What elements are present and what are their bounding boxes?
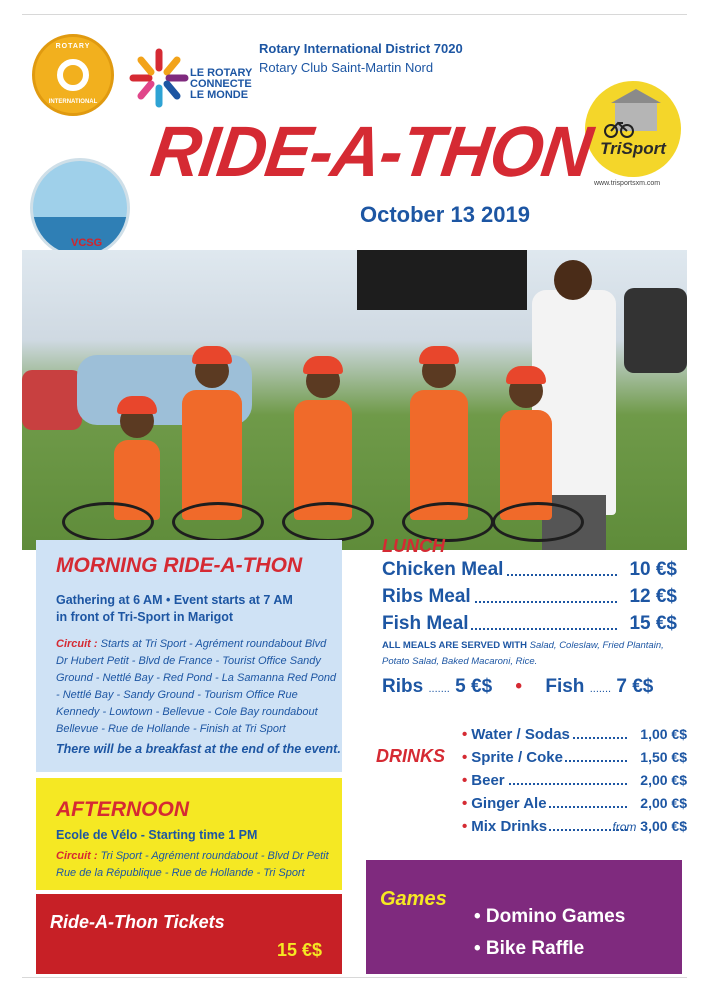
meals-served-text: Salad, Coleslaw, Fried Plantain, Potato Salad, Baked Macaroni, Rice. [382, 640, 664, 667]
rotary-wheel-icon [57, 59, 89, 91]
drinks-title: DRINKS [376, 746, 446, 766]
afternoon-section [36, 778, 342, 890]
afternoon-subtitle: Ecole de Vélo - Starting time 1 PM [56, 828, 258, 842]
tickets-price: 15 €$ [276, 940, 322, 960]
bullet: • [462, 795, 468, 812]
morning-circuit [56, 636, 338, 738]
tickets-label: Ride-A-Thon Tickets [50, 912, 225, 932]
fish-price: 7 €$ [616, 676, 654, 697]
connecte-line-2: CONNECTE [190, 78, 252, 90]
connecte-line-3: LE MONDE [190, 89, 249, 101]
afternoon-title: AFTERNOON [56, 798, 189, 821]
district-name: Rotary International District 7020 [259, 41, 463, 56]
circuit-text: Tri Sport - Agrément roundabout - Blvd Dr Petit Rue de la République - Rue de Hollande - Tri Sport [56, 850, 329, 879]
drink-name: Sprite / Coke [471, 749, 563, 766]
afternoon-circuit [56, 848, 338, 882]
drink-name: Ginger Ale [471, 795, 547, 812]
bullet: • [462, 818, 468, 835]
meals-served-label: ALL MEALS ARE SERVED WITH [382, 640, 527, 651]
drink-price: 2,00 €$ [640, 772, 687, 788]
bullet: • [462, 749, 468, 766]
circuit-text: Starts at Tri Sport - Agrément roundabout Blvd Dr Hubert Petit - Blvd de France - Tourist Office Sandy Ground - Nettlé Bay - Red Pond - La Samanna Red Pond - Nettlé Bay - Sandy Ground - Tourism Office Rue Kennedy - Lowtown - Bellevue - Cole Bay roundabout Bellevue - Rue de Hollande - Finish at Tri Sport [56, 638, 337, 735]
breakfast-note: There will be a breakfast at the end of the event. [56, 742, 341, 756]
drink-name: Mix Drinks [471, 818, 548, 835]
rider [410, 390, 468, 520]
drink-item [462, 726, 687, 743]
bicycle [282, 502, 374, 542]
club-name: Rotary Club Saint-Martin Nord [259, 60, 434, 75]
gathering-line-2: in front of Tri-Sport in Marigot [56, 610, 234, 624]
velo-club-logo [30, 158, 130, 258]
lunch-title: LUNCH [382, 536, 445, 556]
event-date: October 13 2019 [360, 202, 530, 227]
connecte-line-1: LE ROTARY [190, 67, 253, 79]
ribs-label: Ribs [382, 676, 424, 697]
rotary-connects-logo-icon [125, 44, 193, 112]
drink-price: 1,00 €$ [640, 726, 687, 742]
bike-house-icon [585, 81, 681, 177]
drink-item [462, 818, 687, 835]
red-car [22, 370, 82, 430]
meal-name: Ribs Meal [382, 586, 471, 607]
morning-gathering [56, 592, 336, 626]
velo-club-tag: VCSG [71, 237, 103, 249]
bullet: • [515, 676, 523, 697]
games-section [366, 860, 682, 974]
drink-price: 1,50 €$ [640, 749, 687, 765]
circuit-label: Circuit : [56, 638, 98, 650]
meal-price: 15 €$ [629, 613, 677, 634]
dark-car [624, 288, 687, 373]
morning-section [36, 540, 342, 772]
ribs-price: 5 €$ [455, 676, 493, 697]
circuit-label: Circuit : [56, 850, 98, 862]
fish-label: Fish [545, 676, 585, 697]
trisport-url: www.trisportsxm.com [594, 180, 661, 187]
bicycle [172, 502, 264, 542]
fish-dots: ....... [589, 683, 612, 695]
menu-item [382, 613, 677, 635]
rotary-logo-bottom-text: INTERNATIONAL [48, 99, 98, 105]
meal-price: 12 €$ [629, 586, 677, 607]
drink-name: Beer [471, 772, 505, 789]
tickets-section [36, 894, 342, 974]
games-item: • Domino Games [474, 906, 626, 927]
bicycle [492, 502, 584, 542]
drink-price: 3,00 €$ [640, 818, 687, 834]
morning-title: MORNING RIDE-A-THON [56, 554, 303, 577]
bullet: • [462, 772, 468, 789]
menu-item [382, 559, 677, 581]
riders-photo [22, 250, 687, 550]
event-flyer [22, 18, 687, 973]
games-title: Games [380, 888, 447, 910]
menu-item [382, 586, 677, 608]
meal-name: Fish Meal [382, 613, 469, 634]
top-rule [22, 14, 687, 15]
bullet: • [462, 726, 468, 743]
trisport-logo [585, 81, 681, 177]
games-item: • Bike Raffle [474, 938, 585, 959]
drink-name: Water / Sodas [471, 726, 570, 743]
bottom-rule [22, 977, 687, 978]
meals-served-with [382, 638, 682, 670]
ribs-dots: ....... [428, 683, 450, 695]
trisport-name: TriSport [600, 139, 666, 158]
rotary-logo [32, 34, 114, 116]
rider [182, 390, 242, 520]
rotary-logo-top-text: ROTARY [55, 43, 91, 50]
drink-item [462, 795, 687, 812]
bicycle [62, 502, 154, 542]
gathering-line-1: Gathering at 6 AM • Event starts at 7 AM [56, 593, 293, 607]
page-title: RIDE-A-THON [146, 112, 597, 192]
drink-item [462, 749, 687, 766]
drink-price: 2,00 €$ [640, 795, 687, 811]
meal-name: Chicken Meal [382, 559, 504, 580]
tent [357, 250, 527, 310]
rotary-connects-text [190, 68, 270, 101]
ribs-fish-line [382, 676, 682, 704]
meal-price: 10 €$ [629, 559, 677, 580]
price-prefix: from [612, 820, 637, 834]
drink-item [462, 772, 687, 789]
